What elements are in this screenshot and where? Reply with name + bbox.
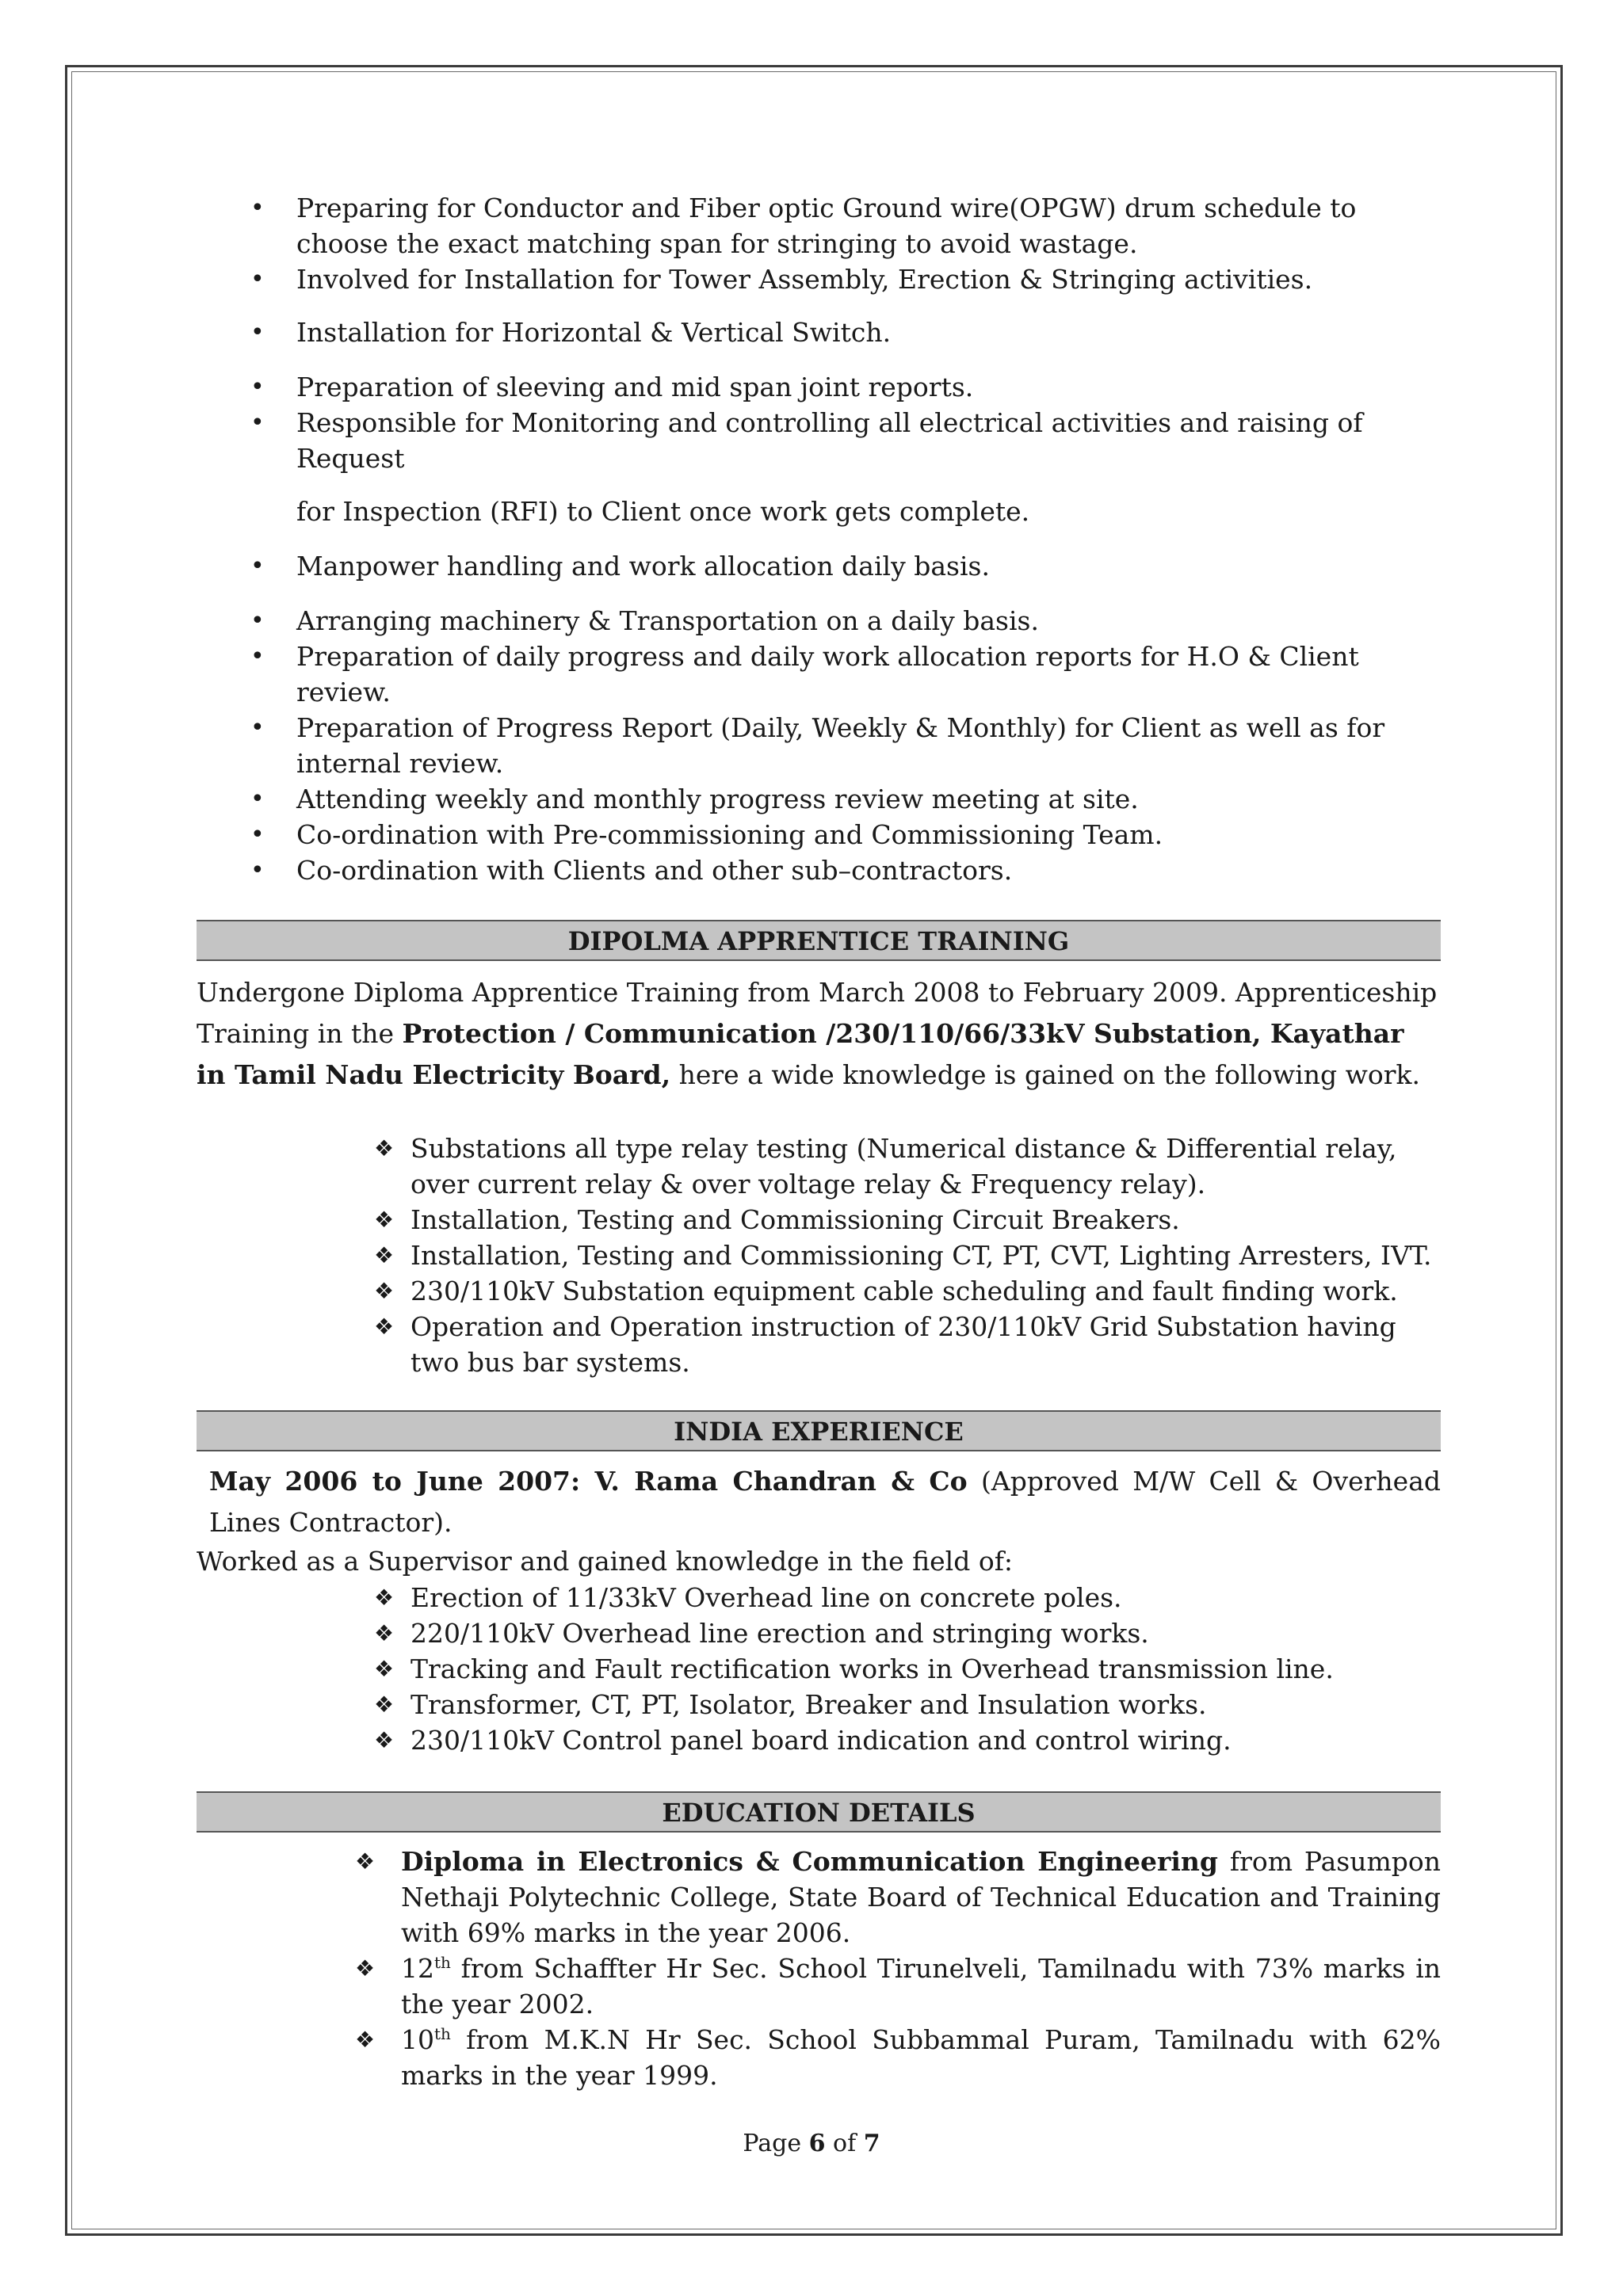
list-item: • Installation for Horizontal & Vertical Switch. — [197, 315, 1441, 350]
diamond-bullet-icon: ❖ — [374, 1278, 395, 1304]
diamond-bullet-icon: ❖ — [374, 1585, 395, 1611]
diamond-bullet-icon: ❖ — [374, 1691, 395, 1718]
list-item: • Arranging machinery & Transportation on a daily basis. — [197, 603, 1441, 639]
bullet-icon: • — [250, 409, 265, 437]
india-list — [365, 1580, 1441, 1758]
list-item: ❖ Erection of 11/33kV Overhead line on concrete poles. — [365, 1580, 1441, 1615]
list-item: ❖ Diploma in Electronics & Communication Engineering from Pasumpon Nethaji Polytechnic College, State Board of Technical Education and Training with 69% marks in the year 2006. — [355, 1844, 1441, 1951]
diamond-bullet-icon: ❖ — [374, 1656, 395, 1682]
bullet-icon: • — [250, 856, 265, 884]
diamond-bullet-icon: ❖ — [355, 1955, 376, 1981]
diamond-bullet-icon: ❖ — [374, 1727, 395, 1753]
list-item: ❖ 12th from Schaffter Hr Sec. School Tirunelveli, Tamilnadu with 73% marks in the year 2002. — [355, 1951, 1441, 2022]
list-item: • Preparation of daily progress and daily work allocation reports for H.O & Client review. — [197, 639, 1441, 710]
list-item: ❖ Operation and Operation instruction of 230/110kV Grid Substation having two bus bar systems. — [365, 1309, 1441, 1380]
section-heading-india-experience: INDIA EXPERIENCE — [197, 1410, 1441, 1451]
section-heading-apprentice: DIPOLMA APPRENTICE TRAINING — [197, 920, 1441, 961]
bullet-icon: • — [250, 607, 265, 635]
list-item: ❖ Installation, Testing and Commissioning Circuit Breakers. — [365, 1202, 1441, 1238]
list-item: • Involved for Installation for Tower Assembly, Erection & Stringing activities. — [197, 261, 1441, 297]
india-worked-line: Worked as a Supervisor and gained knowledge in the field of: — [197, 1546, 1014, 1577]
page-number-footer: Page 6 of 7 — [743, 2130, 880, 2157]
list-item: ❖ 230/110kV Substation equipment cable scheduling and fault finding work. — [365, 1273, 1441, 1309]
bullet-icon: • — [250, 821, 265, 849]
list-item: • Co-ordination with Clients and other sub–contractors. — [197, 852, 1441, 888]
responsibilities-list — [197, 190, 1441, 888]
list-item: • Manpower handling and work allocation daily basis. — [197, 548, 1441, 584]
bullet-icon: • — [250, 318, 265, 346]
bullet-icon: • — [250, 373, 265, 401]
list-item-continuation: for Inspection (RFI) to Client once work gets complete. — [296, 496, 1030, 527]
document-body — [197, 190, 1441, 2093]
list-item: ❖ 230/110kV Control panel board indication and control wiring. — [365, 1722, 1441, 1758]
bullet-icon: • — [250, 194, 265, 222]
diamond-bullet-icon: ❖ — [355, 1848, 376, 1875]
bullet-icon: • — [250, 714, 265, 742]
list-item: • Responsible for Monitoring and controlling all electrical activities and raising of Request — [197, 405, 1441, 476]
india-period: May 2006 to June 2007: V. Rama Chandran & Co (Approved M/W Cell & Overhead Lines Contractor). — [209, 1466, 1442, 1538]
bullet-icon: • — [250, 552, 265, 580]
diamond-bullet-icon: ❖ — [374, 1135, 395, 1161]
list-item: ❖ 220/110kV Overhead line erection and stringing works. — [365, 1615, 1441, 1651]
list-item: • Attending weekly and monthly progress review meeting at site. — [197, 781, 1441, 817]
bullet-icon: • — [250, 265, 265, 293]
education-list — [355, 1844, 1441, 2093]
list-item: • Co-ordination with Pre-commissioning and Commissioning Team. — [197, 817, 1441, 852]
apprentice-list — [365, 1131, 1441, 1380]
bullet-icon: • — [250, 643, 265, 670]
section-heading-education: EDUCATION DETAILS — [197, 1791, 1441, 1833]
apprentice-intro: Undergone Diploma Apprentice Training from March 2008 to February 2009. Apprenticeship Training in the Protection / Communication /230/110/66/33kV Substation, Kayathar in Tamil Nadu Electricity Board, here a wide knowledge is gained on the following work. — [197, 977, 1438, 1090]
list-item: ❖ Installation, Testing and Commissioning CT, PT, CVT, Lighting Arresters, IVT. — [365, 1238, 1441, 1273]
bullet-icon: • — [250, 785, 265, 813]
list-item: • Preparation of Progress Report (Daily, Weekly & Monthly) for Client as well as for internal review. — [197, 710, 1441, 781]
diamond-bullet-icon: ❖ — [374, 1314, 395, 1340]
diamond-bullet-icon: ❖ — [374, 1242, 395, 1268]
list-item: ❖ Tracking and Fault rectification works in Overhead transmission line. — [365, 1651, 1441, 1687]
diamond-bullet-icon: ❖ — [374, 1207, 395, 1233]
diamond-bullet-icon: ❖ — [374, 1620, 395, 1646]
list-item: • Preparing for Conductor and Fiber optic Ground wire(OPGW) drum schedule to choose the exact matching span for stringing to avoid wastage. — [197, 190, 1441, 261]
diamond-bullet-icon: ❖ — [355, 2027, 376, 2053]
list-item: • Preparation of sleeving and mid span joint reports. — [197, 369, 1441, 405]
list-item: ❖ Substations all type relay testing (Numerical distance & Differential relay, over current relay & over voltage relay & Frequency relay). — [365, 1131, 1441, 1202]
list-item: ❖ Transformer, CT, PT, Isolator, Breaker and Insulation works. — [365, 1687, 1441, 1722]
list-item: ❖ 10th from M.K.N Hr Sec. School Subbammal Puram, Tamilnadu with 62% marks in the year 1999. — [355, 2022, 1441, 2093]
